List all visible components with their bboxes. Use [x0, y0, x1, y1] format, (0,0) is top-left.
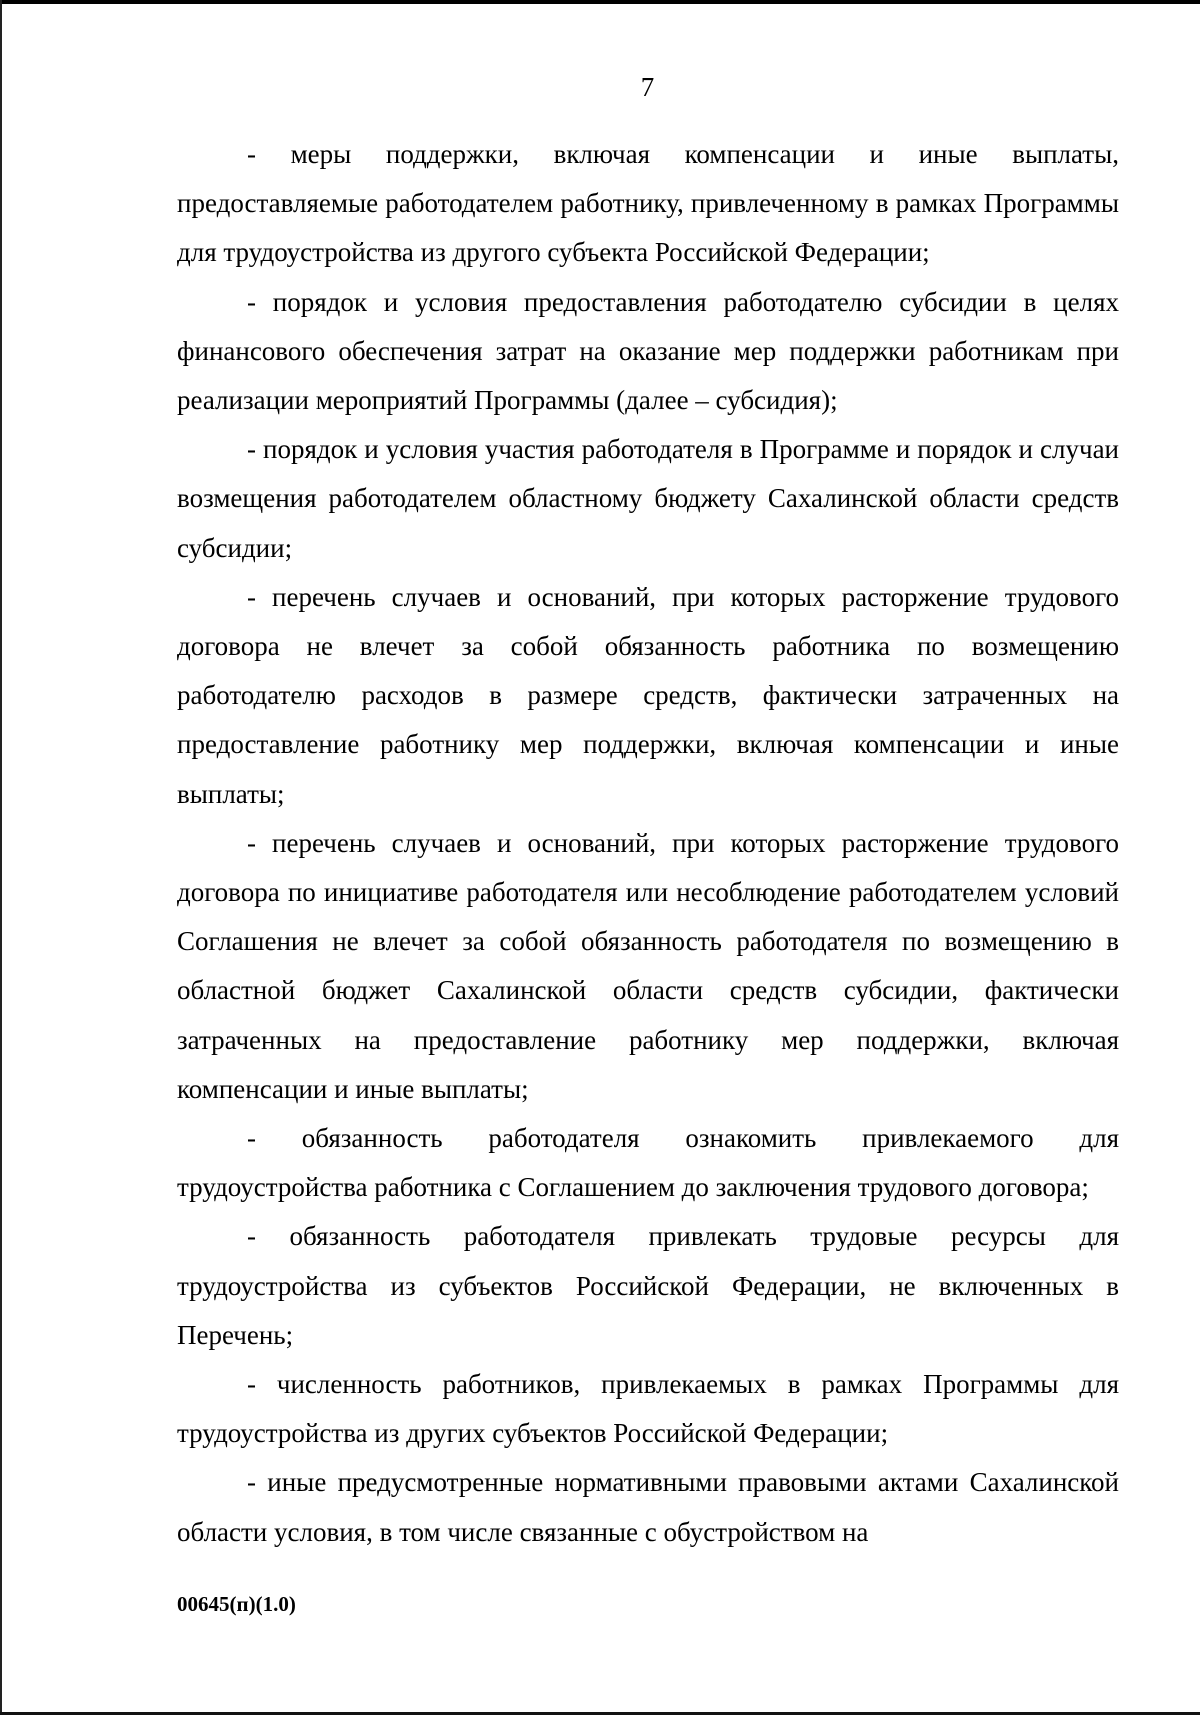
page-number: 7 [640, 72, 655, 102]
document-body [177, 130, 1119, 1557]
paragraph-employer-exemptions: - перечень случаев и оснований, при которых расторжение трудового договора по инициативе работодателя или несоблюдение работодателем условий Соглашения не влечет за собой обязанность работодателя по возмещению в областной бюджет Сахалинской области средств субсидии, фактически затраченных на предоставление работнику мер поддержки, включая компенсации и иные выплаты; [177, 827, 1119, 1104]
paragraph-participation-order: - порядок и условия участия работодателя в Программе и порядок и случаи возмещения работодателем областному бюджету Сахалинской области средств субсидии; [177, 434, 1119, 563]
paragraph-worker-count: - численность работников, привлекаемых в рамках Программы для трудоустройства из других субъектов Российской Федерации; [177, 1369, 1119, 1449]
paragraph-familiarization-duty: - обязанность работодателя ознакомить привлекаемого для трудоустройства работника с Соглашением до заключения трудового договора; [177, 1123, 1119, 1203]
document-code: 00645(п)(1.0) [177, 1592, 296, 1616]
paragraph-support-measures: - меры поддержки, включая компенсации и иные выплаты, предоставляемые работодателем работнику, привлеченному в рамках Программы для трудоустройства из другого субъекта Российской Федерации; [177, 139, 1119, 268]
top-scan-border [0, 0, 1200, 4]
paragraph-other-conditions: - иные предусмотренные нормативными правовыми актами Сахалинской области условия, в том числе связанные с обустройством на [177, 1467, 1119, 1547]
left-scan-border [0, 0, 2, 1715]
paragraph-employee-exemptions: - перечень случаев и оснований, при которых расторжение трудового договора не влечет за собой обязанность работника по возмещению работодателю расходов в размере средств, фактически затраченных на предоставление работнику мер поддержки, включая компенсации и иные выплаты; [177, 581, 1119, 809]
paragraph-recruitment-duty: - обязанность работодателя привлекать трудовые ресурсы для трудоустройства из субъектов Российской Федерации, не включенных в Перечень; [177, 1221, 1119, 1350]
paragraph-subsidy-conditions: - порядок и условия предоставления работодателю субсидии в целях финансового обеспечения затрат на оказание мер поддержки работникам при реализации мероприятий Программы (далее – субсидия); [177, 286, 1119, 416]
